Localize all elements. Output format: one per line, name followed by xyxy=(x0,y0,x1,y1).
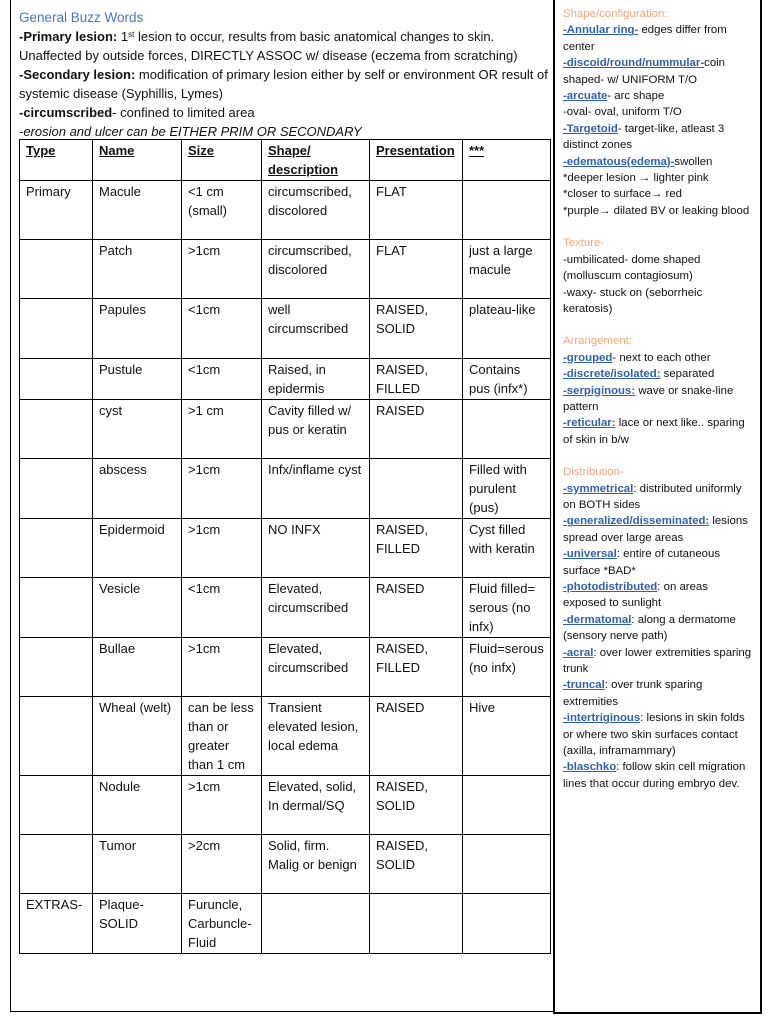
cell-notes xyxy=(463,181,551,240)
definition-text: : on areas exposed to sunlight xyxy=(563,581,708,610)
cell-shape: Transient elevated lesion, local edema xyxy=(262,697,370,776)
cell-shape: NO INFX xyxy=(262,519,370,578)
cell-name: Macule xyxy=(93,181,182,240)
cell-notes: Cyst filled with keratin xyxy=(463,519,551,578)
cell-presentation: FLAT xyxy=(370,181,463,240)
table-row xyxy=(20,240,551,299)
sidebar-entry xyxy=(563,55,754,88)
cell-size: >1cm xyxy=(182,459,262,519)
cell-presentation: RAISED, SOLID xyxy=(370,299,463,359)
sidebar-entry xyxy=(563,366,754,382)
keyword: -truncal xyxy=(563,679,605,692)
sidebar-entry xyxy=(563,88,754,104)
circumscribed-label: -circumscribed xyxy=(19,105,113,120)
cell-shape: well circumscribed xyxy=(262,299,370,359)
cell-type xyxy=(20,240,93,299)
definition-text: : over lower extremities sparing trunk xyxy=(563,646,752,676)
sidebar-entry xyxy=(563,481,754,514)
section-gap xyxy=(563,317,754,333)
sidebar-entry xyxy=(563,186,754,202)
cell-size: >1 cm xyxy=(182,400,262,459)
sidebar-entry xyxy=(563,350,754,366)
keyword: -blaschko xyxy=(563,761,617,774)
table-row xyxy=(20,299,551,359)
cell-presentation: FLAT xyxy=(370,240,463,299)
definition-text: coin shaped- w/ UNIFORM T/O xyxy=(563,57,726,86)
cell-size: >1cm xyxy=(182,240,262,299)
primary-lesion-def xyxy=(19,27,549,65)
cell-name: Bullae xyxy=(93,638,182,697)
definition-text: - next to each other xyxy=(612,351,711,364)
cell-presentation: RAISED, FILLED xyxy=(370,359,463,400)
table-row xyxy=(20,359,551,400)
sidebar-entry xyxy=(563,383,754,416)
cell-name: Plaque-SOLID xyxy=(93,894,182,954)
cell-shape: Cavity filled w/ pus or keratin xyxy=(262,400,370,459)
cell-notes xyxy=(463,894,551,954)
table-row xyxy=(20,578,551,638)
sidebar-entry xyxy=(563,579,754,612)
definition-text: : distributed uniformly on BOTH sides xyxy=(563,482,742,511)
circumscribed-def xyxy=(19,103,549,122)
definition-text: *deeper lesion → lighter pink xyxy=(563,172,709,185)
col-header-name: Name xyxy=(93,140,182,181)
definition-text: : along a dermatome (sensory nerve path) xyxy=(563,613,736,643)
cell-notes xyxy=(463,400,551,459)
sidebar-entry xyxy=(563,546,754,579)
sidebar-entry xyxy=(563,154,754,170)
sidebar-entry xyxy=(563,121,754,154)
cell-shape: circumscribed, discolored xyxy=(262,181,370,240)
keyword: -arcuate xyxy=(563,90,608,103)
cell-notes: Contains pus (infx*) xyxy=(463,359,551,400)
sidebar-entry xyxy=(563,415,754,448)
keyword: -serpiginous: xyxy=(563,384,636,397)
definition-text: *purple→ dilated BV or leaking blood xyxy=(563,204,750,217)
cell-type xyxy=(20,835,93,894)
secondary-lesion-text: modification of primary lesion either by self or environment OR result of systemic disease (Syphillis, Lymes) xyxy=(19,67,548,101)
cell-presentation: RAISED, SOLID xyxy=(370,835,463,894)
definition-text: separated xyxy=(660,368,715,381)
cell-shape: Elevated, circumscribed xyxy=(262,578,370,638)
definition-text: : follow skin cell migration lines that occur during embryo dev. xyxy=(563,761,746,790)
keyword: -universal xyxy=(563,548,617,561)
table-row xyxy=(20,638,551,697)
section-title-shape: Shape/configuration: xyxy=(563,8,668,20)
cell-type xyxy=(20,459,93,519)
circumscribed-text: - confined to limited area xyxy=(112,105,255,120)
table-row xyxy=(20,181,551,240)
cell-shape: Raised, in epidermis xyxy=(262,359,370,400)
sidebar-entry xyxy=(563,677,754,710)
definition-text: -oval- oval, uniform T/O xyxy=(563,106,682,119)
keyword: -discoid/round/nummular- xyxy=(563,57,705,70)
keyword: -Targetoid xyxy=(563,122,618,135)
secondary-lesion-label: -Secondary lesion: xyxy=(19,67,136,82)
page-title: General Buzz Words xyxy=(19,10,144,25)
primary-lesion-text-b: lesion to occur, results from basic anatomical changes to skin. Unaffected by outside forces, DIRECTLY ASSOC w/ disease (eczema from scratching) xyxy=(19,29,518,63)
cell-shape: Elevated, circumscribed xyxy=(262,638,370,697)
section-gap xyxy=(563,448,754,464)
cell-size: >2cm xyxy=(182,835,262,894)
cell-presentation: RAISED xyxy=(370,400,463,459)
col-header-size: Size xyxy=(182,140,262,181)
cell-shape xyxy=(262,894,370,954)
sidebar-entry xyxy=(563,645,754,678)
section-gap xyxy=(563,219,754,235)
cell-shape: Solid, firm. Malig or benign xyxy=(262,835,370,894)
cell-name: abscess xyxy=(93,459,182,519)
definition-text: : entire of cutaneous surface *BAD* xyxy=(563,548,721,577)
cell-type xyxy=(20,776,93,835)
sidebar-entry xyxy=(563,285,754,318)
cell-shape: circumscribed, discolored xyxy=(262,240,370,299)
table-row xyxy=(20,894,551,954)
keyword: -Annular ring- xyxy=(563,24,639,37)
cell-notes: just a large macule xyxy=(463,240,551,299)
col-header-type: Type xyxy=(20,140,93,181)
table-row xyxy=(20,400,551,459)
cell-size: >1cm xyxy=(182,776,262,835)
erosion-note: -erosion and ulcer can be EITHER PRIM OR SECONDARY xyxy=(19,124,362,139)
keyword: -intertriginous xyxy=(563,712,641,725)
cell-type xyxy=(20,519,93,578)
keyword: -discrete/isolated: xyxy=(563,368,661,381)
cell-notes: Hive xyxy=(463,697,551,776)
lesion-table-body xyxy=(20,181,551,954)
cell-notes: Fluid filled= serous (no infx) xyxy=(463,578,551,638)
col-header-presentation: Presentation xyxy=(370,140,463,181)
table-header-row xyxy=(20,140,551,181)
cell-name: cyst xyxy=(93,400,182,459)
cell-notes: Fluid=serous (no infx) xyxy=(463,638,551,697)
definition-text: : over trunk sparing extremities xyxy=(563,679,703,708)
definition-text: edges differ from center xyxy=(563,24,727,53)
cell-size: <1 cm (small) xyxy=(182,181,262,240)
cell-size: can be less than or greater than 1 cm xyxy=(182,697,262,776)
definition-text: swollen xyxy=(674,155,713,168)
cell-shape: Elevated, solid, In dermal/SQ xyxy=(262,776,370,835)
descriptor-sidebar xyxy=(553,0,762,1014)
table-row xyxy=(20,776,551,835)
cell-presentation: RAISED, SOLID xyxy=(370,776,463,835)
cell-presentation: RAISED xyxy=(370,697,463,776)
cell-size: >1cm xyxy=(182,519,262,578)
cell-type: EXTRAS- xyxy=(20,894,93,954)
cell-name: Nodule xyxy=(93,776,182,835)
cell-type xyxy=(20,400,93,459)
cell-name: Epidermoid xyxy=(93,519,182,578)
cell-presentation: RAISED, FILLED xyxy=(370,519,463,578)
section-title-arrangement: Arrangement: xyxy=(563,335,633,348)
cell-type xyxy=(20,638,93,697)
cell-presentation xyxy=(370,894,463,954)
lesion-table xyxy=(19,139,551,954)
table-row xyxy=(20,519,551,578)
keyword: -symmetrical xyxy=(563,482,634,495)
sidebar-entry xyxy=(563,513,754,546)
sidebar-entry xyxy=(563,170,754,186)
cell-shape: Infx/inflame cyst xyxy=(262,459,370,519)
sidebar-entry xyxy=(563,252,754,285)
table-row xyxy=(20,697,551,776)
definition-text: - arc shape xyxy=(607,90,665,103)
sidebar-entry xyxy=(563,612,754,645)
cell-name: Tumor xyxy=(93,835,182,894)
keyword: -acral xyxy=(563,646,594,659)
sidebar-entry xyxy=(563,710,754,759)
cell-type xyxy=(20,697,93,776)
section-title-distribution: Distribution- xyxy=(563,466,624,479)
cell-presentation: RAISED xyxy=(370,578,463,638)
keyword: -generalized/disseminated: xyxy=(563,515,710,528)
secondary-lesion-def xyxy=(19,65,549,103)
cell-type xyxy=(20,299,93,359)
cell-size: >1cm xyxy=(182,638,262,697)
primary-lesion-text-a: 1 xyxy=(117,29,129,44)
definition-text: -waxy- stuck on (seborrheic keratosis) xyxy=(563,286,703,315)
cell-size: <1cm xyxy=(182,359,262,400)
cell-name: Vesicle xyxy=(93,578,182,638)
definition-text: lesions spread over large areas xyxy=(563,515,748,544)
definition-text: wave or snake-line pattern xyxy=(563,384,734,413)
cell-notes xyxy=(463,776,551,835)
definition-text: : lesions in skin folds or where two skin surfaces contact (axilla, inframammary) xyxy=(563,712,745,758)
table-row xyxy=(20,835,551,894)
keyword: -grouped xyxy=(563,351,613,364)
cell-name: Patch xyxy=(93,240,182,299)
cell-name: Pustule xyxy=(93,359,182,400)
primary-lesion-sup: st xyxy=(128,30,135,39)
cell-size: <1cm xyxy=(182,578,262,638)
keyword: -reticular: xyxy=(563,417,616,430)
section-title-texture: Texture- xyxy=(563,237,605,250)
primary-lesion-label: -Primary lesion: xyxy=(19,29,118,44)
keyword: -photodistributed xyxy=(563,581,658,593)
cell-type xyxy=(20,578,93,638)
table-row xyxy=(20,459,551,519)
cell-notes: plateau-like xyxy=(463,299,551,359)
cell-size: Furuncle, Carbuncle-Fluid xyxy=(182,894,262,954)
cell-size: <1cm xyxy=(182,299,262,359)
definition-text: *closer to surface→ red xyxy=(563,188,683,201)
cell-notes xyxy=(463,835,551,894)
definition-text: - target-like, atleast 3 distinct zones xyxy=(563,122,725,152)
definition-text: lace or next like.. sparing of skin in b/w xyxy=(563,417,745,446)
cell-name: Papules xyxy=(93,299,182,359)
buzz-words-header xyxy=(19,8,549,141)
cell-presentation: RAISED, FILLED xyxy=(370,638,463,697)
sidebar-entry xyxy=(563,203,754,219)
cell-type: Primary xyxy=(20,181,93,240)
sidebar-entry xyxy=(563,104,754,120)
cell-presentation xyxy=(370,459,463,519)
sidebar-entry xyxy=(563,759,754,792)
keyword: -edematous(edema)- xyxy=(563,155,675,168)
cell-name: Wheal (welt) xyxy=(93,697,182,776)
cell-type xyxy=(20,359,93,400)
col-header-shape: Shape/ description xyxy=(262,140,370,181)
col-header-notes: *** xyxy=(463,140,551,181)
definition-text: -umbilicated- dome shaped (molluscum contagiosum) xyxy=(563,253,701,283)
cell-notes: Filled with purulent (pus) xyxy=(463,459,551,519)
sidebar-entry xyxy=(563,22,754,55)
keyword: -dermatomal xyxy=(563,613,632,626)
